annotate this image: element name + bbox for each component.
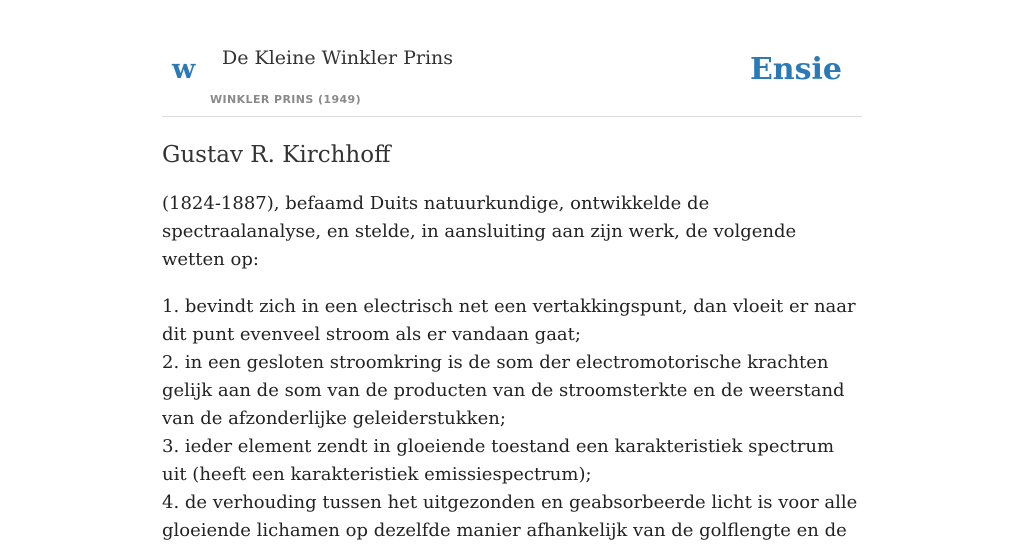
source-subtitle: WINKLER PRINS (1949) [210, 93, 362, 106]
article [162, 138, 862, 545]
winkler-prins-logo[interactable]: w [172, 54, 196, 85]
law-item: 4. de verhouding tussen het uitgezonden en geabsorbeerde licht is voor alle gloeiende lichamen op dezelfde manier afhankelijk van de golflengte en de [162, 492, 858, 541]
laws-list [162, 293, 862, 545]
article-intro: (1824-1887), befaamd Duits natuurkundige, ontwikkelde de spectraalanalyse, en stelde, in aansluiting aan zijn werk, de volgende wetten op: [162, 193, 797, 270]
law-item: 1. bevindt zich in een electrisch net een vertakkingspunt, dan vloeit er naar dit punt evenveel stroom als er vandaan gaat; [162, 296, 856, 345]
article-title: Gustav R. Kirchhoff [162, 142, 391, 168]
source-header [162, 0, 862, 117]
law-item: 2. in een gesloten stroomkring is de som der electromotorische krachten gelijk aan de som van de producten van de stroomsterkte en de weerstand van de afzonderlijke geleiderstukken; [162, 352, 845, 429]
source-title[interactable]: De Kleine Winkler Prins [222, 47, 454, 69]
law-item: 3. ieder element zendt in gloeiende toestand een karakteristiek spectrum uit (heeft een karakteristiek emissiespectrum); [162, 436, 835, 485]
ensie-logo[interactable]: Ensie [749, 52, 842, 87]
